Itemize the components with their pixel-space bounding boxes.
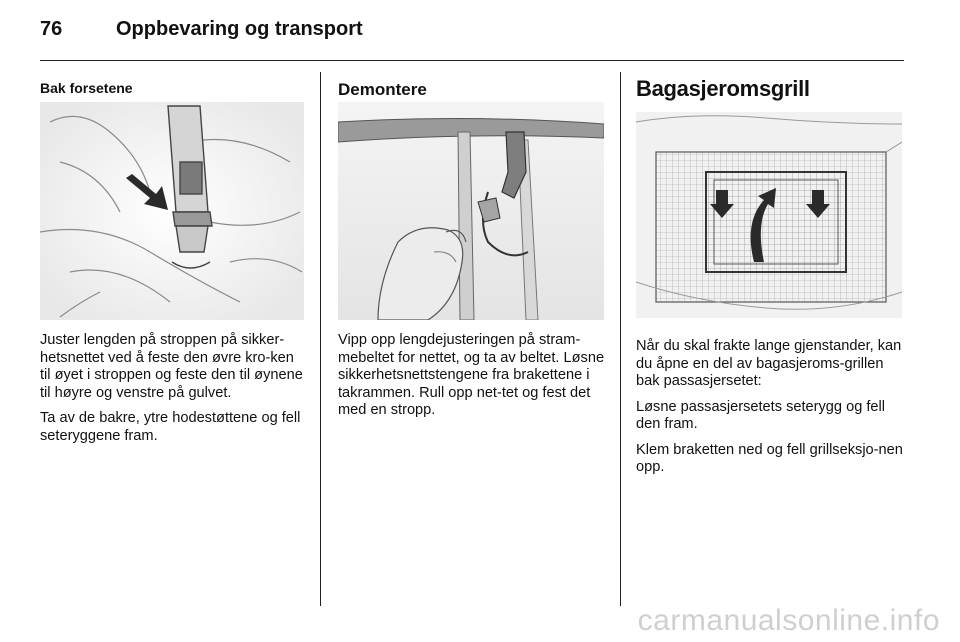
col3-paragraph-3: Klem braketten ned og fell grillseksjo-nen opp. <box>636 441 903 475</box>
subheading-bak-forsetene: Bak forsetene <box>40 80 133 96</box>
page-header <box>40 18 363 41</box>
page-number: 76 <box>40 18 63 40</box>
cargo-grille-illustration <box>636 112 902 318</box>
column-divider-1 <box>320 72 321 606</box>
col1-paragraph-2: Ta av de bakre, ytre hodestøttene og fell seteryggene fram. <box>40 410 301 444</box>
column-divider-2 <box>620 72 621 606</box>
col3-paragraph-2: Løsne passasjersetets seterygg og fell den fram. <box>636 398 886 432</box>
col2-paragraph-1: Vipp opp lengdejusteringen på stram-mebeltet for nettet, og ta av beltet. Løsne sikkerhetsnettstengene fra brakettene i takrammen. Rull opp net-tet og fest det med en stropp. <box>338 332 605 418</box>
heading-demontere: Demontere <box>338 80 427 99</box>
watermark: carmanualsonline.info <box>637 604 940 637</box>
heading-bagasjeromsgrill: Bagasjeromsgrill <box>636 76 810 101</box>
header-rule <box>40 60 904 61</box>
column-2 <box>338 72 604 100</box>
column-1 <box>40 72 308 96</box>
col1-paragraph-1: Juster lengden på stroppen på sikker-hetsnettet ved å feste den øvre kro-ken til øyet i stroppen og feste den til øynene til høyre og venstre på gulvet. <box>40 332 303 401</box>
net-removal-illustration <box>338 102 604 320</box>
page-title: Oppbevaring og transport <box>116 18 363 40</box>
column-3 <box>636 72 906 102</box>
strap-adjustment-illustration <box>40 102 304 320</box>
col3-text <box>636 338 908 485</box>
col1-text <box>40 332 308 453</box>
col2-text <box>338 332 606 428</box>
col3-paragraph-1: Når du skal frakte lange gjenstander, kan du åpne en del av bagasjeroms-grillen bak passasjersetet: <box>636 338 902 389</box>
